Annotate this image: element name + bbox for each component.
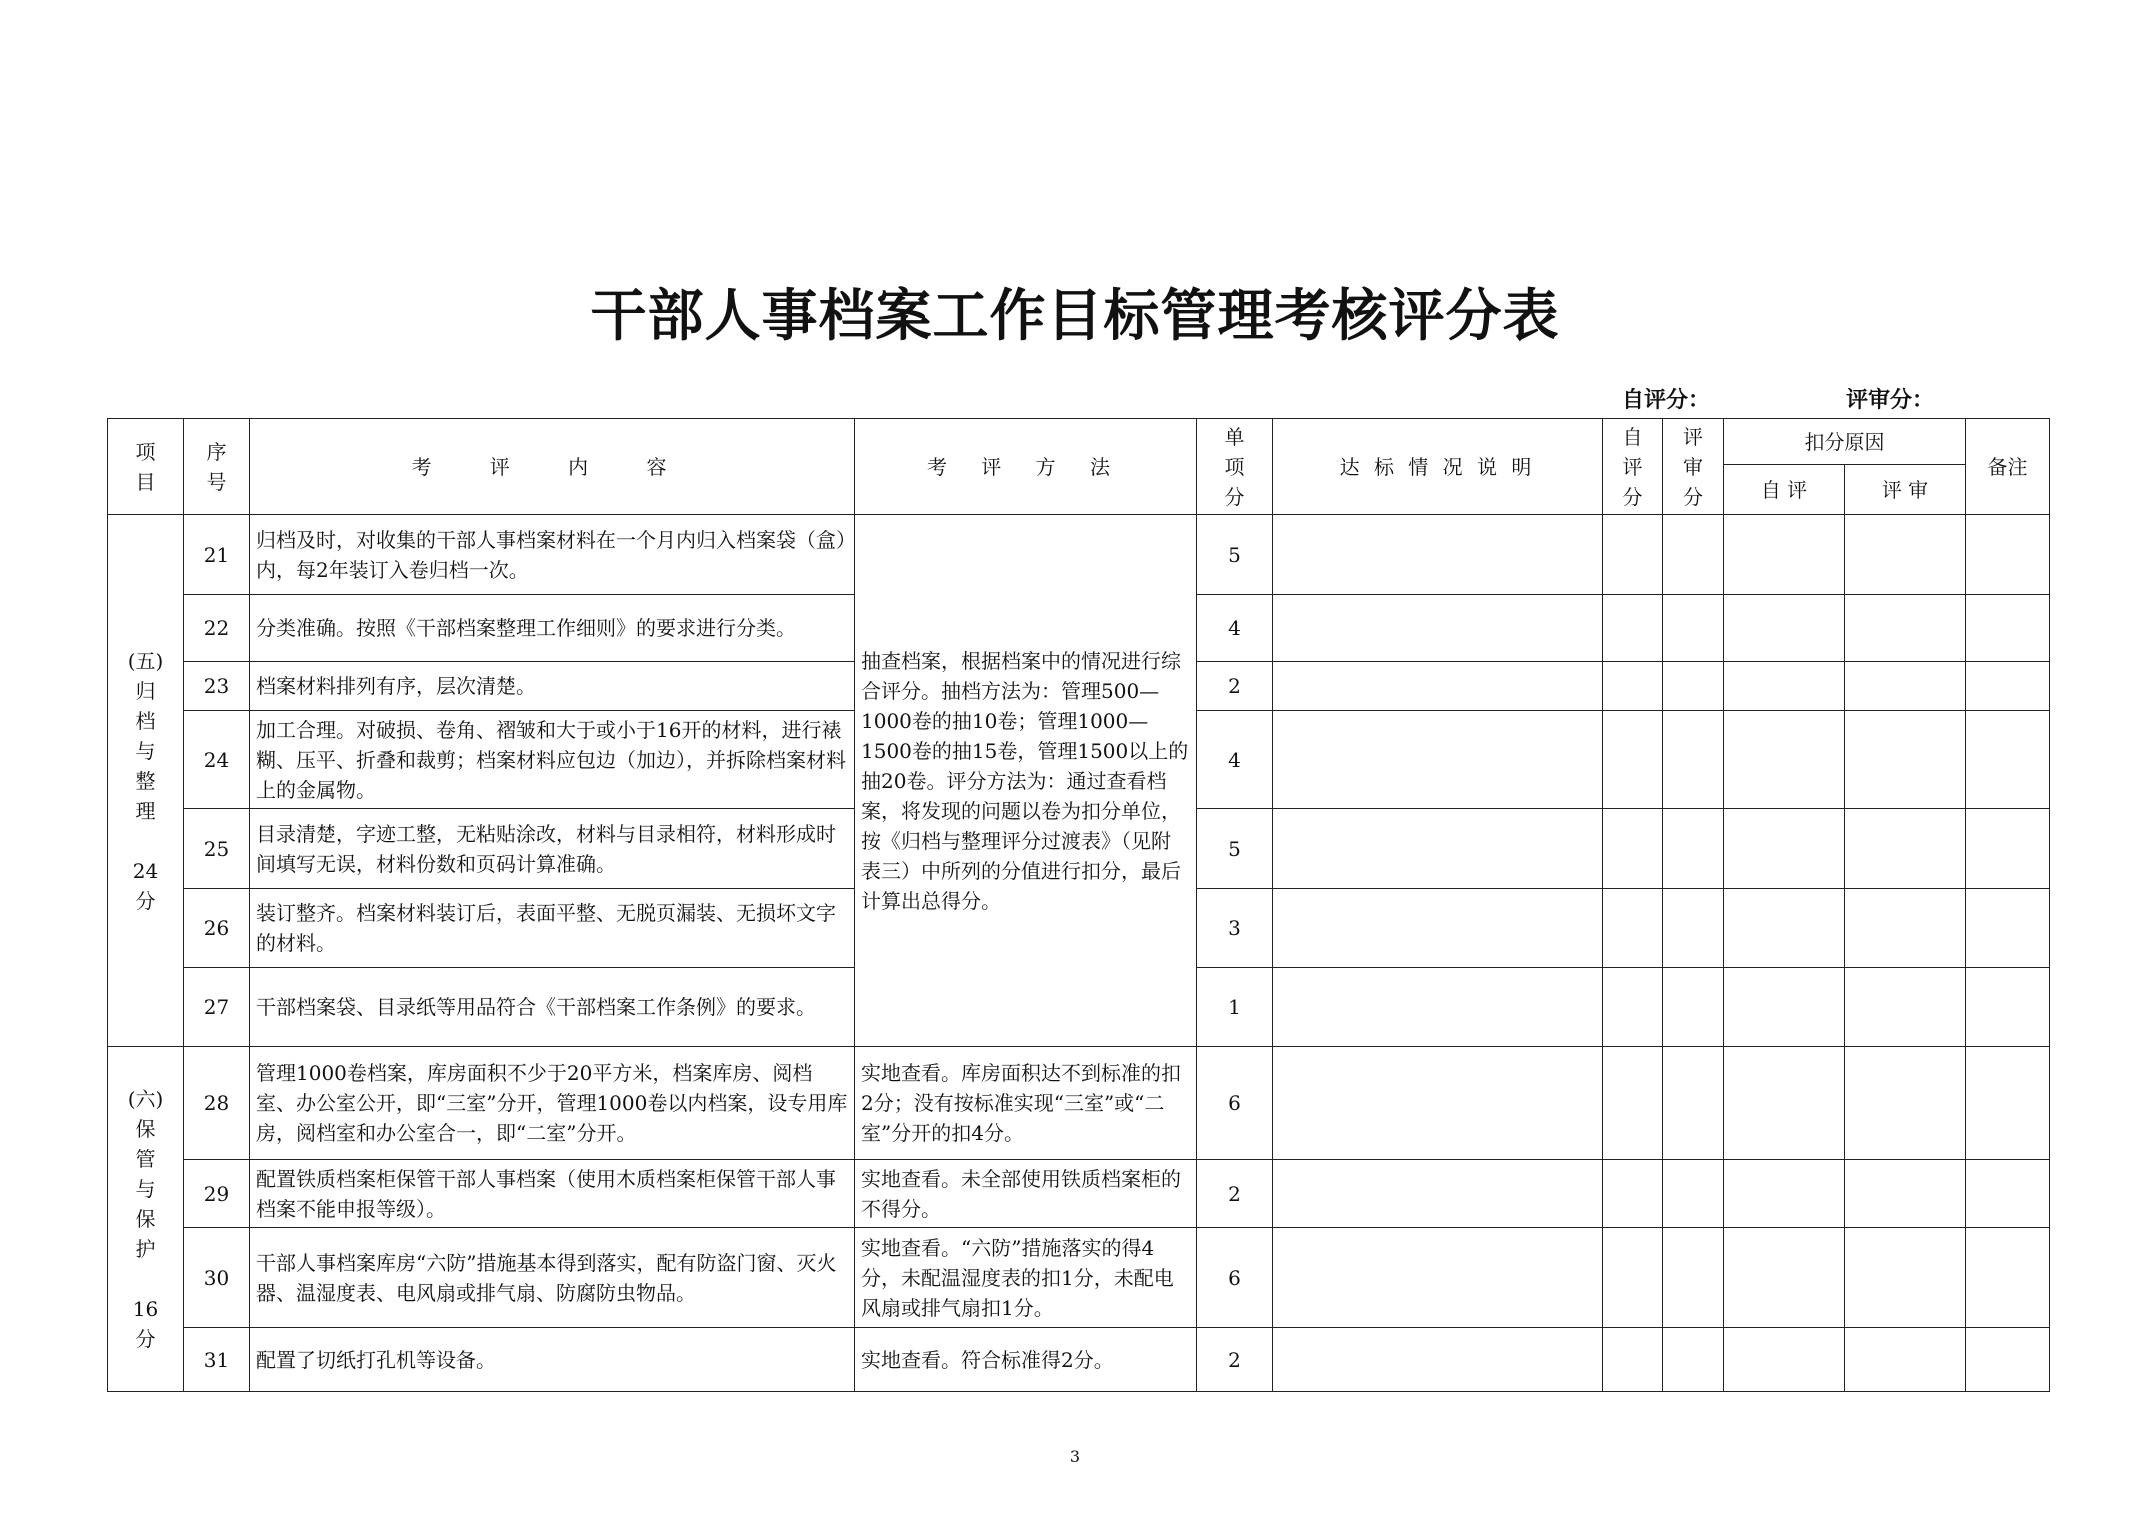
review-score-cell[interactable] <box>1663 889 1724 968</box>
deduction-review-cell[interactable] <box>1845 595 1966 662</box>
status-cell[interactable] <box>1273 889 1603 968</box>
row-score: 5 <box>1197 809 1273 889</box>
status-cell[interactable] <box>1273 1328 1603 1392</box>
status-cell[interactable] <box>1273 1047 1603 1160</box>
row-score: 4 <box>1197 711 1273 809</box>
deduction-self-cell[interactable] <box>1724 595 1845 662</box>
self-score-cell[interactable] <box>1603 595 1663 662</box>
status-cell[interactable] <box>1273 1160 1603 1228</box>
deduction-review-cell[interactable] <box>1845 1328 1966 1392</box>
self-score-label: 自评分： <box>1622 387 1711 413</box>
review-score-cell[interactable] <box>1663 515 1724 595</box>
deduction-review-cell[interactable] <box>1845 889 1966 968</box>
section-label: (六) 保 管 与 保 护 16 分 <box>108 1047 184 1392</box>
row-no: 29 <box>184 1160 250 1228</box>
remark-cell[interactable] <box>1966 1228 2050 1328</box>
deduction-review-cell[interactable] <box>1845 809 1966 889</box>
remark-cell[interactable] <box>1966 711 2050 809</box>
remark-cell[interactable] <box>1966 1328 2050 1392</box>
row-score: 2 <box>1197 1160 1273 1228</box>
row-method: 实地查看。库房面积达不到标准的扣2分；没有按标准实现“三室”或“二室”分开的扣4分。 <box>855 1047 1197 1160</box>
row-content: 目录清楚，字迹工整，无粘贴涂改，材料与目录相符，材料形成时间填写无误，材料份数和页码计算准确。 <box>250 809 855 889</box>
status-cell[interactable] <box>1273 515 1603 595</box>
header-content: 考 评 内 容 <box>250 419 855 515</box>
deduction-self-cell[interactable] <box>1724 809 1845 889</box>
row-content: 干部档案袋、目录纸等用品符合《干部档案工作条例》的要求。 <box>250 968 855 1047</box>
section-method: 抽查档案，根据档案中的情况进行综合评分。抽档方法为：管理500—1000卷的抽10卷；管理1000—1500卷的抽15卷，管理1500以上的抽20卷。评分方法为：通过查看档案，将发现的问题以卷为扣分单位，按《归档与整理评分过渡表》（见附表三）中所列的分值进行扣分，最后计算出总得分。 <box>855 515 1197 1047</box>
header-item: 项 目 <box>108 419 184 515</box>
header-review-score: 评 审 分 <box>1663 419 1724 515</box>
self-score-cell[interactable] <box>1603 1160 1663 1228</box>
self-score-cell[interactable] <box>1603 1328 1663 1392</box>
self-score-cell[interactable] <box>1603 1228 1663 1328</box>
table-row <box>108 515 2050 595</box>
row-score: 3 <box>1197 889 1273 968</box>
self-score-cell[interactable] <box>1603 515 1663 595</box>
review-score-cell[interactable] <box>1663 1228 1724 1328</box>
row-score: 5 <box>1197 515 1273 595</box>
row-content: 档案材料排列有序，层次清楚。 <box>250 662 855 711</box>
header-seq: 序 号 <box>184 419 250 515</box>
review-score-cell[interactable] <box>1663 1047 1724 1160</box>
row-content: 归档及时，对收集的干部人事档案材料在一个月内归入档案袋（盒）内，每2年装订入卷归档一次。 <box>250 515 855 595</box>
status-cell[interactable] <box>1273 711 1603 809</box>
remark-cell[interactable] <box>1966 889 2050 968</box>
self-score-cell[interactable] <box>1603 711 1663 809</box>
review-score-cell[interactable] <box>1663 662 1724 711</box>
remark-cell[interactable] <box>1966 515 2050 595</box>
row-score: 2 <box>1197 1328 1273 1392</box>
row-no: 31 <box>184 1328 250 1392</box>
section-label: (五) 归 档 与 整 理 24 分 <box>108 515 184 1047</box>
deduction-review-cell[interactable] <box>1845 515 1966 595</box>
table-row <box>108 1328 2050 1392</box>
review-score-cell[interactable] <box>1663 1160 1724 1228</box>
row-content: 装订整齐。档案材料装订后，表面平整、无脱页漏装、无损坏文字的材料。 <box>250 889 855 968</box>
status-cell[interactable] <box>1273 968 1603 1047</box>
deduction-self-cell[interactable] <box>1724 662 1845 711</box>
row-no: 25 <box>184 809 250 889</box>
table-row <box>108 1047 2050 1160</box>
row-content: 干部人事档案库房“六防”措施基本得到落实，配有防盗门窗、灭火器、温湿度表、电风扇或排气扇、防腐防虫物品。 <box>250 1228 855 1328</box>
page-title: 干部人事档案工作目标管理考核评分表 <box>590 283 1560 349</box>
review-score-cell[interactable] <box>1663 968 1724 1047</box>
row-no: 30 <box>184 1228 250 1328</box>
deduction-review-cell[interactable] <box>1845 662 1966 711</box>
self-score-cell[interactable] <box>1603 809 1663 889</box>
remark-cell[interactable] <box>1966 809 2050 889</box>
scoring-table <box>107 418 2050 1392</box>
header-row-1 <box>108 419 2050 465</box>
review-score-cell[interactable] <box>1663 711 1724 809</box>
review-score-label: 评审分： <box>1846 387 1935 413</box>
row-no: 22 <box>184 595 250 662</box>
remark-cell[interactable] <box>1966 662 2050 711</box>
header-method: 考 评 方 法 <box>855 419 1197 515</box>
review-score-cell[interactable] <box>1663 595 1724 662</box>
deduction-self-cell[interactable] <box>1724 1160 1845 1228</box>
self-score-cell[interactable] <box>1603 662 1663 711</box>
deduction-self-cell[interactable] <box>1724 889 1845 968</box>
row-no: 28 <box>184 1047 250 1160</box>
row-content: 分类准确。按照《干部档案整理工作细则》的要求进行分类。 <box>250 595 855 662</box>
row-score: 4 <box>1197 595 1273 662</box>
review-score-cell[interactable] <box>1663 1328 1724 1392</box>
deduction-review-cell[interactable] <box>1845 1047 1966 1160</box>
header-status: 达 标 情 况 说 明 <box>1273 419 1603 515</box>
status-cell[interactable] <box>1273 595 1603 662</box>
deduction-review-cell[interactable] <box>1845 1160 1966 1228</box>
row-method: 实地查看。符合标准得2分。 <box>855 1328 1197 1392</box>
deduction-self-cell[interactable] <box>1724 515 1845 595</box>
self-score-cell[interactable] <box>1603 889 1663 968</box>
table-row <box>108 1228 2050 1328</box>
remark-cell[interactable] <box>1966 1160 2050 1228</box>
remark-cell[interactable] <box>1966 968 2050 1047</box>
header-score: 单 项 分 <box>1197 419 1273 515</box>
deduction-review-cell[interactable] <box>1845 711 1966 809</box>
header-self-score: 自 评 分 <box>1603 419 1663 515</box>
row-content: 配置了切纸打孔机等设备。 <box>250 1328 855 1392</box>
table-row <box>108 1160 2050 1228</box>
row-method: 实地查看。未全部使用铁质档案柜的不得分。 <box>855 1160 1197 1228</box>
deduction-review-cell[interactable] <box>1845 1228 1966 1328</box>
row-no: 27 <box>184 968 250 1047</box>
review-score-cell[interactable] <box>1663 809 1724 889</box>
deduction-self-cell[interactable] <box>1724 1047 1845 1160</box>
header-deduction: 扣分原因 <box>1724 419 1966 465</box>
header-remark: 备注 <box>1966 419 2050 515</box>
deduction-self-cell[interactable] <box>1724 1328 1845 1392</box>
status-cell[interactable] <box>1273 1228 1603 1328</box>
deduction-self-cell[interactable] <box>1724 711 1845 809</box>
row-score: 1 <box>1197 968 1273 1047</box>
row-score: 6 <box>1197 1047 1273 1160</box>
row-content: 加工合理。对破损、卷角、褶皱和大于或小于16开的材料，进行裱糊、压平、折叠和裁剪；档案材料应包边（加边），并拆除档案材料上的金属物。 <box>250 711 855 809</box>
row-content: 管理1000卷档案，库房面积不少于20平方米，档案库房、阅档室、办公室公开，即“三室”分开，管理1000卷以内档案，设专用库房，阅档室和办公室合一，即“二室”分开。 <box>250 1047 855 1160</box>
header-deduction-review: 评 审 <box>1845 465 1966 515</box>
row-method: 实地查看。“六防”措施落实的得4分，未配温湿度表的扣1分，未配电风扇或排气扇扣1分。 <box>855 1228 1197 1328</box>
row-content: 配置铁质档案柜保管干部人事档案（使用木质档案柜保管干部人事档案不能申报等级）。 <box>250 1160 855 1228</box>
deduction-self-cell[interactable] <box>1724 968 1845 1047</box>
row-no: 24 <box>184 711 250 809</box>
status-cell[interactable] <box>1273 809 1603 889</box>
remark-cell[interactable] <box>1966 595 2050 662</box>
header-deduction-self: 自 评 <box>1724 465 1845 515</box>
row-score: 2 <box>1197 662 1273 711</box>
self-score-cell[interactable] <box>1603 1047 1663 1160</box>
remark-cell[interactable] <box>1966 1047 2050 1160</box>
row-no: 21 <box>184 515 250 595</box>
page-number: 3 <box>1069 1447 1081 1466</box>
row-score: 6 <box>1197 1228 1273 1328</box>
self-score-cell[interactable] <box>1603 968 1663 1047</box>
status-cell[interactable] <box>1273 662 1603 711</box>
row-no: 23 <box>184 662 250 711</box>
deduction-review-cell[interactable] <box>1845 968 1966 1047</box>
deduction-self-cell[interactable] <box>1724 1228 1845 1328</box>
row-no: 26 <box>184 889 250 968</box>
